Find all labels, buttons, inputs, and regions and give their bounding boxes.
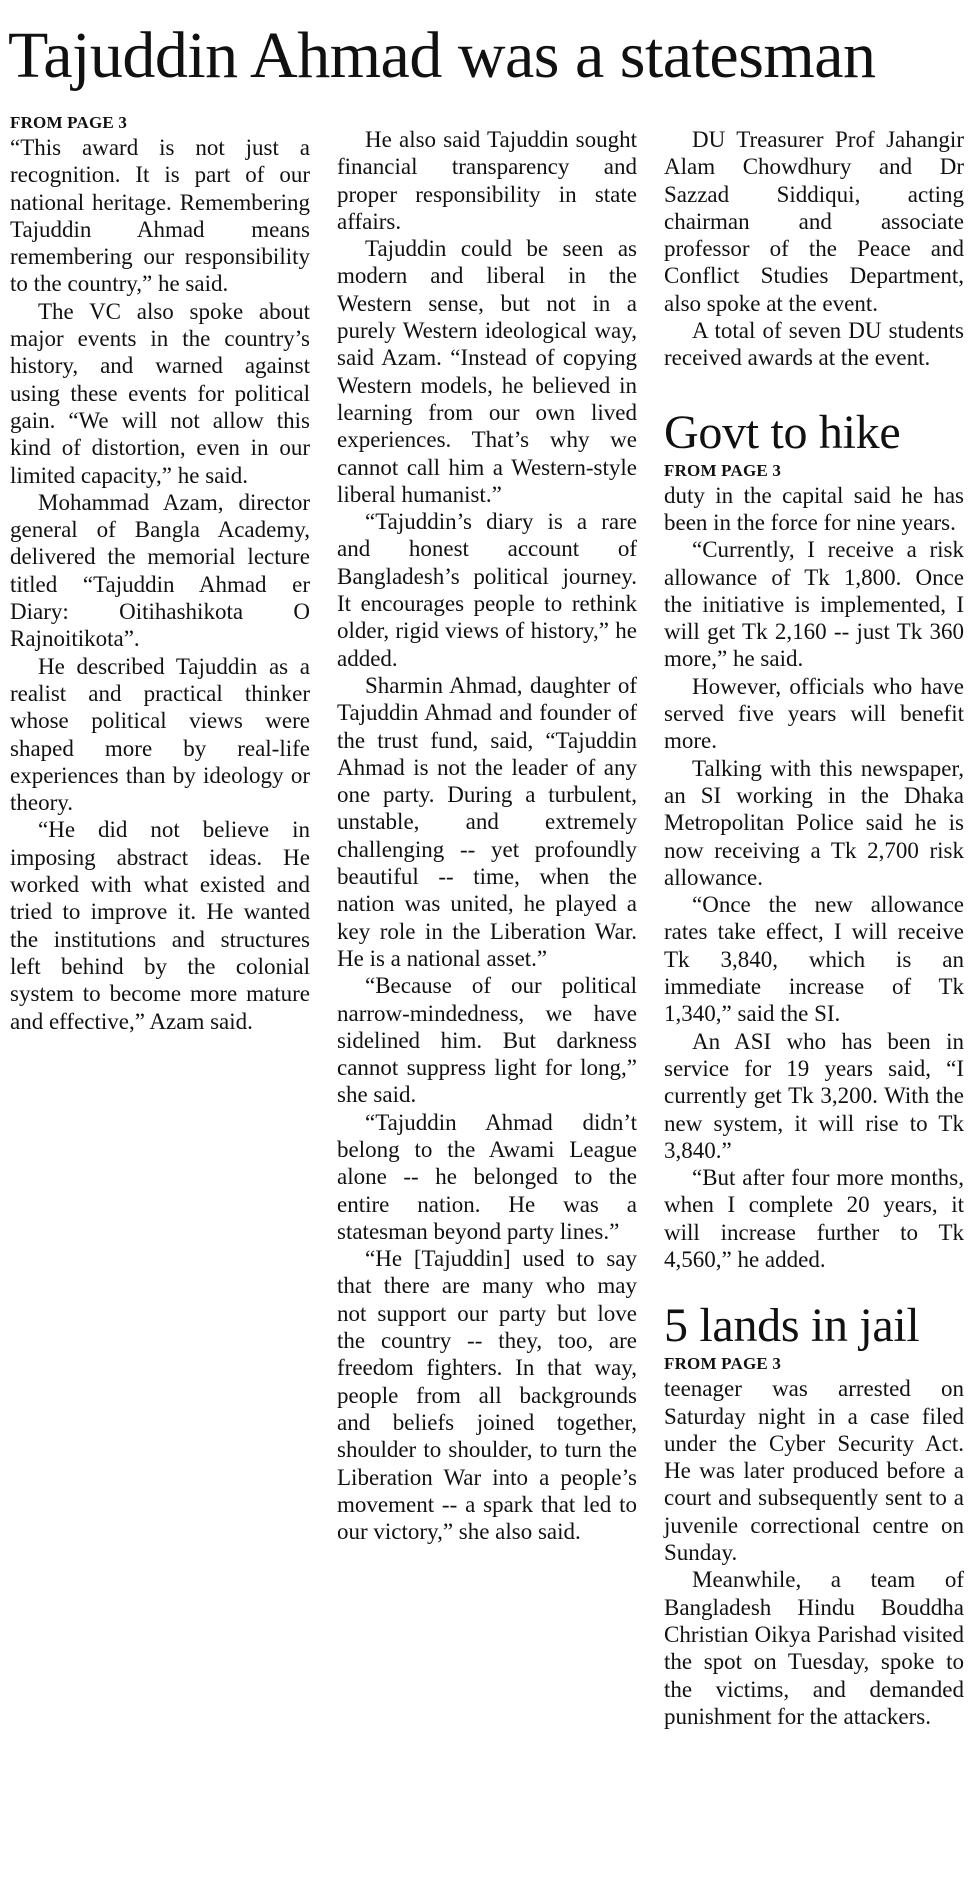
article-paragraph: Mohammad Azam, director general of Bangla Academy, delivered the memorial lecture titled “Tajuddin Ahmad er Diary: Oitihashikota O Rajnoitikota”. xyxy=(10,489,310,652)
article-paragraph: “Tajuddin’s diary is a rare and honest account of Bangladesh’s political journey. It encourages people to rethink older, rigid views of history,” he added. xyxy=(337,509,637,671)
article-paragraph: He described Tajuddin as a realist and practical thinker whose political views were shaped more by real-life experiences than by ideology or theory. xyxy=(10,653,310,816)
story-headline-govt-to-hike: Govt to hike xyxy=(664,405,901,459)
article-paragraph: “Tajuddin Ahmad didn’t belong to the Awami League alone -- he belonged to the entire nation. He was a statesman beyond party lines.” xyxy=(337,1109,637,1244)
article-paragraph: He also said Tajuddin sought financial transparency and proper responsibility in state affairs. xyxy=(337,127,637,234)
article-paragraph: “Once the new allowance rates take effect, I will receive Tk 3,840, which is an immediate increase of Tk 1,340,” said the SI. xyxy=(664,892,964,1027)
article-paragraph: Talking with this newspaper, an SI working in the Dhaka Metropolitan Police said he is now receiving a Tk 2,700 risk allowance. xyxy=(664,755,964,890)
article-paragraph: “Because of our political narrow-mindedness, we have sidelined him. But darkness cannot suppress light for long,” she said. xyxy=(337,973,637,1108)
article-paragraph: Tajuddin could be seen as modern and liberal in the Western sense, but not in a purely Western ideological way, said Azam. “Instead of copying Western models, he believed in learning from our own lived experiences. That’s why we cannot call him a Western-style liberal humanist.” xyxy=(337,236,637,507)
article-paragraph: teenager was arrested on Saturday night in a case filed under the Cyber Security Act. He was later produced before a court and subsequently sent to a juvenile correctional centre on Sunday. xyxy=(664,1376,964,1566)
article-paragraph: Meanwhile, a team of Bangladesh Hindu Bouddha Christian Oikya Parishad visited the spot on Tuesday, spoke to the victims, and demanded punishment for the attackers. xyxy=(664,1567,964,1729)
article-paragraph: An ASI who has been in service for 19 years said, “I currently get Tk 3,200. With the new system, it will rise to Tk 3,840.” xyxy=(664,1028,964,1163)
article-paragraph: The VC also spoke about major events in the country’s history, and warned against using these events for political gain. “We will not allow this kind of distortion, even in our limited capacity,” he said. xyxy=(10,298,310,488)
article-paragraph: duty in the capital said he has been in the force for nine years. xyxy=(664,482,964,535)
column-3 xyxy=(664,126,964,1730)
article-paragraph: “But after four more months, when I complete 20 years, it will increase further to Tk 4,560,” he added. xyxy=(664,1165,964,1272)
kicker-from-page-3: FROM PAGE 3 xyxy=(10,113,128,132)
article-paragraph: “He [Tajuddin] used to say that there are many who may not support our party but love the country -- they, too, are freedom fighters. In that way, people from all backgrounds and beliefs joined together, shoulder to shoulder, to turn the Liberation War into a people’s movement -- a spark that led to our victory,” she also said. xyxy=(337,1246,637,1545)
page-headline: Tajuddin Ahmad was a statesman xyxy=(8,19,876,92)
article-paragraph: DU Treasurer Prof Jahangir Alam Chowdhury and Dr Sazzad Siddiqui, acting chairman and associate professor of the Peace and Conflict Studies Department, also spoke at the event. xyxy=(664,127,964,316)
story-headline-5-lands-in-jail: 5 lands in jail xyxy=(664,1299,920,1353)
kicker-from-page-3: FROM PAGE 3 xyxy=(664,460,782,480)
article-paragraph: However, officials who have served five years will benefit more. xyxy=(664,673,964,754)
article-paragraph: A total of seven DU students received awards at the event. xyxy=(664,318,964,371)
article-paragraph: Sharmin Ahmad, daughter of Tajuddin Ahmad and founder of the trust fund, said, “Tajuddin Ahmad is not the leader of any one party. During a turbulent, unstable, and extremely challenging -- yet profoundly beautiful -- time, when the nation was united, he played a key role in the Liberation War. He is a national asset.” xyxy=(337,672,637,971)
kicker-from-page-3: FROM PAGE 3 xyxy=(664,1354,782,1374)
article-paragraph: “Currently, I receive a risk allowance of Tk 1,800. Once the initiative is implemented, I will get Tk 2,160 -- just Tk 360 more,” he said. xyxy=(664,537,964,672)
column-1 xyxy=(10,112,310,1035)
article-paragraph: “He did not believe in imposing abstract ideas. He worked with what existed and tried to improve it. He wanted the institutions and structures left behind by the colonial system to become more mature and effective,” Azam said. xyxy=(10,817,310,1034)
article-paragraph: “This award is not just a recognition. It is part of our national heritage. Remembering Tajuddin Ahmad means remembering our responsibility to the country,” he said. xyxy=(10,135,310,297)
column-2 xyxy=(337,126,637,1545)
